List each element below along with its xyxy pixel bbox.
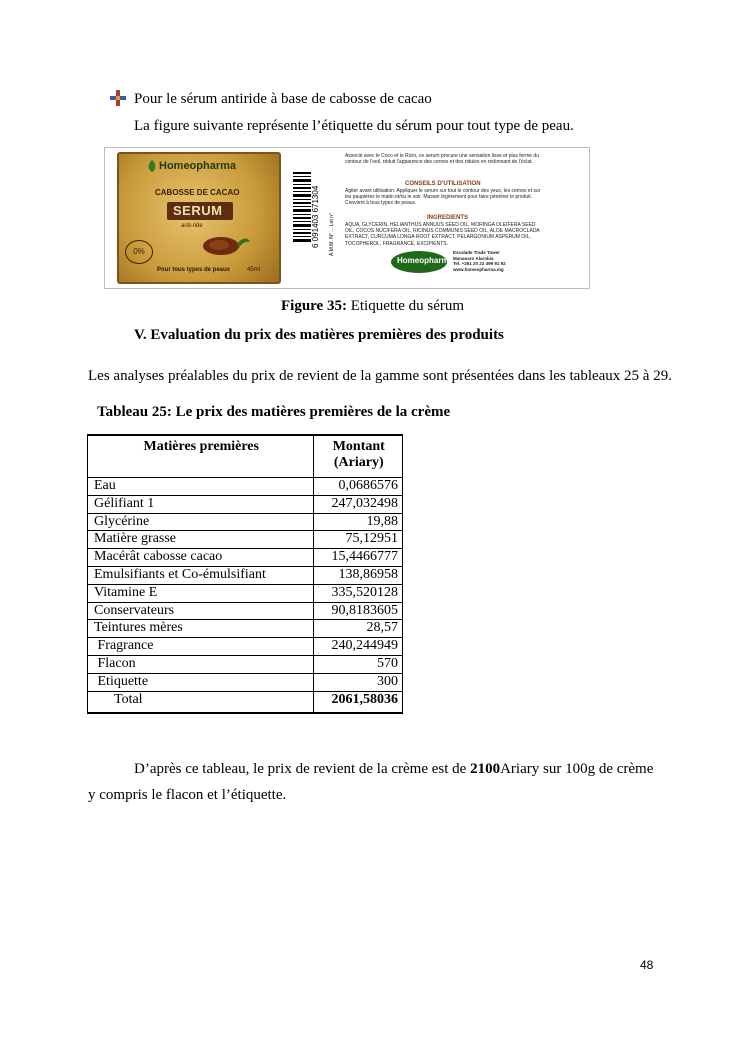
row-material: Conservateurs [88,602,314,620]
row-amount: 28,57 [313,620,403,638]
table-row [88,602,403,620]
row-amount: 335,520128 [313,584,403,602]
row-amount: 570 [313,655,403,673]
row-material: Eau [88,478,314,496]
row-material: Fragrance [88,638,314,656]
label-usage-text: Agiter avant utilisation. Appliquer le serum sur tout le contour des yeux, les cernes et sur les paupières le matin et/ou le soir. Masser légèrement pour faire pénétrer le produit. Convient à tous types de peaux. [345,188,541,207]
row-material: Macérât cabosse cacao [88,549,314,567]
conclusion-line-1 [134,760,653,778]
table-row [88,478,403,496]
label-product-line: CABOSSE DE CACAO [155,188,240,197]
page-number: 48 [640,958,654,972]
total-label: Total [88,691,314,713]
table-row [88,566,403,584]
conclusion-text-b: Ariary sur 100g de crème [500,761,654,777]
table-title: Tableau 25: Le prix des matières premières de la crème [97,404,451,420]
label-front-panel [117,152,281,284]
table-row [88,513,403,531]
row-material: Emulsifiants et Co-émulsifiant [88,566,314,584]
leaf-icon [147,160,157,172]
section-title: Pour le sérum antiride à base de cabosse de cacao [134,91,432,107]
table-row [88,638,403,656]
row-material: Glycérine [88,513,314,531]
conclusion-text-a: D’après ce tableau, le prix de revient de la crème est de [134,761,471,777]
row-amount: 15,4466777 [313,549,403,567]
label-product: SERUM [173,203,223,218]
barcode-number: 6 091403 671304 [311,185,320,248]
address-line: www.homeopharma.mg [453,266,504,272]
badge-text: 0% [133,247,145,256]
table-row [88,584,403,602]
conclusion-price: 2100 [470,761,501,777]
address-line: Escalade Trade Tower [453,250,500,255]
table-header-row [88,435,403,478]
row-amount: 19,88 [313,513,403,531]
caption-label: Figure 35: [280,298,347,314]
caption-text: Etiquette du sérum [346,298,465,314]
row-amount: 0,0686576 [313,478,403,496]
label-address [453,250,533,272]
row-material: Vitamine E [88,584,314,602]
row-material: Flacon [88,655,314,673]
row-material: Matière grasse [88,531,314,549]
conclusion-line-2: y compris le flacon et l’étiquette. [88,787,287,803]
paragraph: Les analyses préalables du prix de revient de la gamme sont présentées dans les tableaux 25 à 29. [88,368,672,384]
row-amount: 90,8183605 [313,602,403,620]
header-materials: Matières premières [88,435,314,478]
table-row [88,655,403,673]
row-material: Gélifiant 1 [88,495,314,513]
label-volume: 45ml [247,267,261,273]
table-row [88,549,403,567]
label-usage-title: CONSEILS D’UTILISATION [405,181,481,187]
label-subtitle: anti-ride [181,223,203,229]
label-footer: Pour tous types de peaux [157,267,231,273]
section-heading: V. Evaluation du prix des matières premières des produits [134,327,504,343]
row-material: Teintures mères [88,620,314,638]
header-amount [313,435,403,478]
table-row [88,673,403,691]
figure-caption [0,297,745,315]
table-row [88,531,403,549]
label-lot: A.M.M. N° ... Lot n° [329,213,335,256]
row-material: Etiquette [88,673,314,691]
table-row [88,495,403,513]
materials-table [87,434,403,714]
row-amount: 300 [313,673,403,691]
table-total-row [88,691,403,713]
total-value: 2061,58036 [313,691,403,713]
table-row [88,620,403,638]
logo-text: Homeopharma [397,256,454,265]
intro-text: La figure suivante représente l’étiquette du sérum pour tout type de peau. [134,118,574,134]
cacao-pod-icon [201,232,251,258]
row-amount: 75,12951 [313,531,403,549]
label-ingredients-text: AQUA, GLYCERIN, HELIANTHUS ANNUUS SEED OIL, MORINGA OLEIFERA SEED OIL, COCOS NUCIFERA OIL, RICINUS COMMUNIS SEED OIL, ALOE MACROCLADA EXTRACT, CURCUMA LONGA ROOT EXTRACT, PELARGONIUM ASPERUM OIL, TOCOPHEROL, FRAGRANCE, EXCIPIENTS. [345,222,540,247]
cross-bullet-icon [110,90,126,106]
label-description: Associé avec le Coco et le Ricin, ce serum procure une sensation lisse et plus ferme du contour de l’oeil, réduit l’apparence des cernes et des ridules en redonnant de l’éclat. [345,153,539,166]
serum-label-image [104,147,590,289]
barcode [293,172,311,242]
label-ingredients-title: INGREDIENTS [427,215,469,221]
row-amount: 247,032498 [313,495,403,513]
address-line: Tel. +261 20 22 499 91 92 [453,261,506,267]
header-amount-line1: Montant [332,439,385,454]
address-line: Mananarо Alarobia [453,255,494,261]
row-amount: 240,244949 [313,638,403,656]
header-amount-line2: (Ariary) [333,455,384,470]
zero-percent-badge [125,240,153,264]
row-amount: 138,86958 [313,566,403,584]
label-brand: Homeopharma [159,160,237,172]
